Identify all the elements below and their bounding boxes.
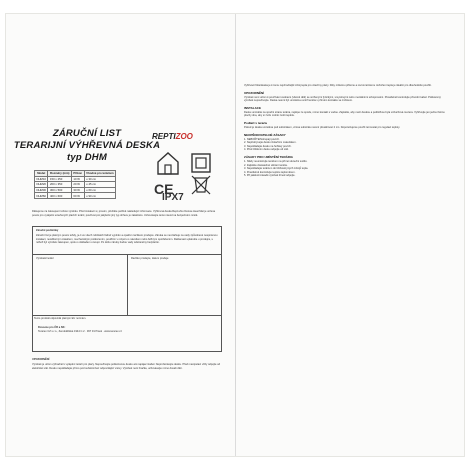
- section-text: Pokud je deska umístěna pod substrátem, vrstva substrátu nesmí přesáhnout 2 cm. Doporučujeme použít termostat pro regulaci teploty.: [244, 125, 401, 129]
- list-item: 1. NEBOŘTE/Nohupají povrch.: [244, 137, 280, 141]
- list-item: 2. Nepřekrývejte desku izolačním materiálem.: [244, 141, 297, 145]
- logo-part2: ZOO: [175, 132, 193, 141]
- table-cell: DHM20: [36, 182, 46, 187]
- table-cell: DHM60: [36, 193, 46, 198]
- section-title: Podlaží v terariu: [244, 120, 268, 125]
- table-cell: 300 x 500: [48, 187, 71, 193]
- title-line3: typ DHM: [67, 152, 107, 163]
- table-cell: 400 x 600: [48, 193, 71, 199]
- table-cell: ≥ 90 cm: [84, 193, 116, 199]
- section-title: UPOZORNĚNÍ: [244, 90, 265, 95]
- list-item: 2. Zajistěte dostatečné větrání terária.: [244, 163, 288, 167]
- section-text: Desku umístěte na spodní stranu terária, nejlépe ze spodu, mimo kontakt s vodou. Zajistěte, aby mezi deskou a podložkou byla vzduchová mezera. Vyhřívejte jen jednu třetinu plochy dna, aby si zvíře mohlo zvolit teplotu.: [244, 110, 445, 118]
- section-text: Výrobek není určen k používání osobami (včetně dětí) se sníženými fyzickými, smyslovými nebo mentálními schopnostmi. Pravidelně kontrolujte přívodní kabel. Poškozený výrobek nepoužívejte. Deska nesmí být umístěna uvnitř terária v přímém kontaktu se zvířetem.: [244, 95, 441, 103]
- house-icon: [158, 153, 178, 174]
- left-page: [12, 20, 226, 450]
- table-cell: 10 W: [71, 176, 84, 182]
- section-title: INSTALACE: [244, 105, 261, 110]
- table-cell: ≥ 60 cm: [84, 187, 116, 193]
- section-title: NEOPĚNOVATELNÉ ZÁSADY: [244, 132, 286, 137]
- seller-box: [32, 254, 222, 316]
- table-cell: ≥ 45 cm: [84, 182, 116, 188]
- intro-paragraph: Vyhřívací fólie/deska je k tomu nejvhodnější zdroj tepla pro všechny plazy. Díky nízkému příkonu a rovnoměrnému rozložení tepla je ideální pro dlouhodobé použití.: [244, 84, 432, 87]
- importer-title: Dovozce pro ČR a SK:: [38, 326, 66, 329]
- table-cell: 200 x 350: [48, 182, 71, 188]
- table-header: Vhodné pro terárium: [86, 171, 114, 176]
- eu-note: Tento produkt odpovídá platným EU normám.: [34, 317, 87, 320]
- table-cell: 30 W: [71, 187, 84, 193]
- table-header: Model: [35, 171, 48, 177]
- conditions-text: Záruční list je platným pouze tehdy, je-li ve všech rubrikách řádně vyplněn a opatřen razítkem prodejce. Záruka se nevztahuje na vady způsobené nesprávnou instalací, neodborným zásahem, mechanickým poškozením, použitím v rozporu s návodem nebo běžným opotřebením. Reklamaci uplatněte u prodejce, u něhož byl výrobek zakoupen, spolu s dokladem o koupi. Po dobu záruky budou vady odstraněny bezplatně.: [36, 234, 218, 245]
- importer-text: Terarex CZ s.r.o., Zeměděliské 1944 C.2 · 397 01 Písek · www.terarex.cz: [38, 330, 122, 333]
- table-cell: DHM30: [36, 188, 46, 193]
- svg-text:CE: CE: [154, 181, 174, 197]
- double-insulation-icon: [192, 154, 210, 172]
- table-cell: 60 W: [71, 193, 84, 199]
- title-line1: ZÁRUČNÍ LIST: [52, 128, 122, 139]
- list-item: 4. Před čištěním desku odpojte od sítě.: [244, 148, 289, 152]
- brand-logo: [152, 132, 193, 141]
- table-cell: 20 W: [71, 182, 84, 188]
- conditions-title: Záruční podmínky: [36, 229, 59, 232]
- usage-title: UPOZORNĚNÍ: [32, 358, 50, 361]
- usage-text: Výrobek je určen výhradně k vytápění terárií pro plazy. Nepoužívejte poškozenou desku ani napájecí kabel. Neprořezávejte desku. Před manipulací vždy odpojte od elektrické sítě. Desku nepokládejte přímo pod substrát bez odpovídající vrstvy. Výrobek není hračka, uchovávejte mimo dosah dětí.: [32, 363, 221, 370]
- warranty-sheet: [6, 14, 464, 456]
- table-header: Rozměry (mm): [49, 171, 70, 176]
- table-row: [35, 193, 116, 199]
- table-cell: ≥ 30 cm: [84, 176, 116, 182]
- list-item: 4. Pravidelně kontrolujte teplotu teploměrem.: [244, 170, 296, 174]
- list-item: 3. Nepokládejte terárium do blízkosti jiných zdrojů tepla.: [244, 167, 309, 171]
- stamp-label: Razítko prodejce, datum prodeje: [131, 257, 169, 260]
- table-header: Příkon: [73, 171, 83, 176]
- list-item: 3. Nepokládejte desku na hořlavý povrch.: [244, 144, 292, 148]
- logo-part1: REPTI: [152, 132, 176, 141]
- table-cell: 150 x 250: [48, 176, 71, 182]
- title-line2: TERARIJNÍ VÝHŘEVNÁ DESKA: [13, 140, 161, 151]
- section-title: ZÁSADY PRO UMÍSTĚNÍ TERÁRIA: [244, 154, 293, 159]
- list-item: 1. Nikdy neumisťujte terárium na přímé sluneční světlo.: [244, 159, 308, 163]
- right-page: [244, 20, 456, 450]
- list-item: 5. Při jakékoli závadě výrobek ihned odpojte.: [244, 174, 296, 178]
- no-bin-icon: [192, 176, 210, 194]
- fold-line: [235, 14, 236, 456]
- seller-label: Výrobek/model:: [36, 257, 55, 260]
- model-table: [34, 170, 116, 199]
- thanks-paragraph: Děkujeme za zakoupení tohoto výrobku. Před instalací si, prosím, přečtěte pečlivě následující informace. Výhřevná deska Repti-Zoo Deluxe Heat Mat je určena pouze pro vytápění uzavřených plazích terárií, používat pro jakýkoliv jiný typ ohřevu je zakázáno. Uchovávejte tento návod na bezpečném místě.: [32, 210, 216, 217]
- ip-rating: IPX7: [162, 192, 184, 203]
- table-cell: DHM10: [36, 176, 46, 181]
- box-divider: [127, 255, 128, 315]
